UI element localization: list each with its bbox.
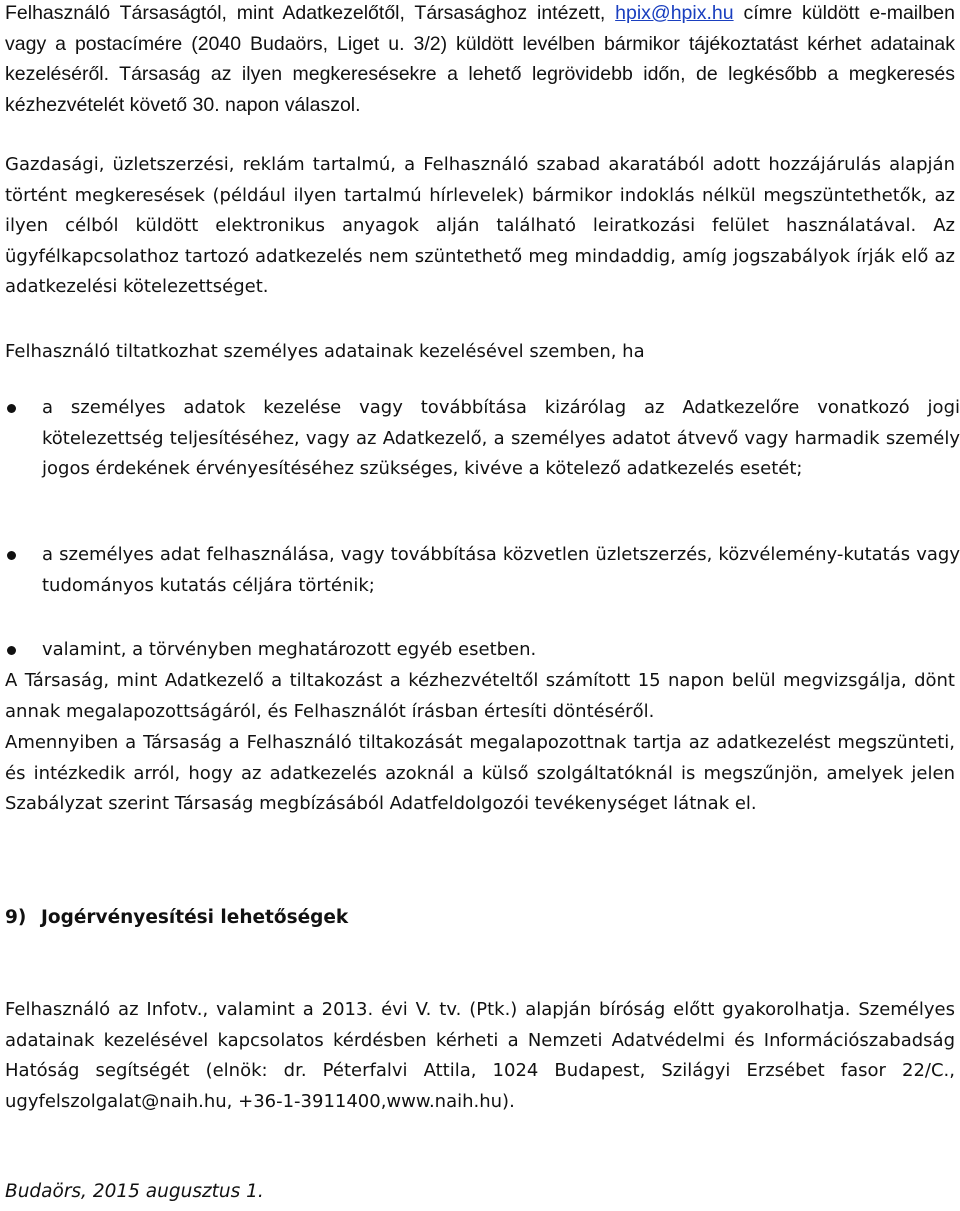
section-heading [5, 907, 348, 928]
enforcement-paragraph: Felhasználó az Infotv., valamint a 2013. évi V. tv. (Ptk.) alapján bíróság előtt gyakorolhatja. Személyes adatainak kezelésével kapcsolatos kérdésben kérheti a Nemzeti Adatvédelmi és Információszabadság Hatóság segítségét (elnök: dr. Péterfalvi Attila, 1024 Budapest, Szilágyi Erzsébet fasor 22/C., ugyfelszolgalat@naih.hu, +36-1-3911400,www.naih.hu). [5, 999, 955, 1112]
bullet-dot-icon [7, 404, 16, 413]
review-paragraph: A Társaság, mint Adatkezelő a tiltakozást a kézhezvételtől számított 15 napon belül megvizsgálja, dönt annak megalapozottságáról, és Felhasználót írásban értesíti döntéséről. [5, 670, 955, 722]
bullet-text: valamint, a törvényben meghatározott egyéb esetben. [42, 639, 537, 660]
outcome-paragraph: Amennyiben a Társaság a Felhasználó tiltakozását megalapozottnak tartja az adatkezelést megszünteti, és intézkedik arról, hogy az adatkezelés azoknál a külső szolgáltatóknál is megszűnjön, amelyek jelen Szabályzat szerint Társaság megbízásából Adatfeldolgozói tevékenységet látnak el. [5, 732, 955, 814]
objection-intro-paragraph: Felhasználó tiltatkozhat személyes adatainak kezelésével szemben, ha [5, 341, 645, 362]
section-title: Jogérvényesítési lehetőségek [41, 907, 349, 928]
email-link[interactable]: hpix@hpix.hu [615, 2, 734, 24]
intro-paragraph [5, 0, 955, 120]
bullet-text: a személyes adatok kezelése vagy továbbítása kizárólag az Adatkezelőre vonatkozó jogi kötelezettség teljesítéséhez, vagy az Adatkezelő, a személyes adatot átvevő vagy harmadik személy jogos érdekének érvényesítéséhez szükséges, kivéve a kötelező adatkezelés esetét; [42, 397, 960, 479]
bullet-dot-icon [7, 646, 16, 655]
intro-text-before-link: Felhasználó Társaságtól, mint Adatkezelőtől, Társasághoz intézett, [5, 2, 606, 24]
bullet-dot-icon [7, 551, 16, 560]
intro-text-after-link: címre küldött e-mailben vagy a postacímére (2040 Budaörs, Liget u. 3/2) küldött levélben bármikor tájékoztatást kérhet adatainak kezeléséről. Társaság az ilyen megkeresésekre a lehető legrövidebb időn, de legkésőbb a megkeresés kézhezvételét követő 30. napon válaszol. [5, 2, 955, 116]
section-number: 9) [5, 907, 27, 928]
marketing-paragraph: Gazdasági, üzletszerzési, reklám tartalmú, a Felhasználó szabad akaratából adott hozzájárulás alapján történt megkeresések (például ilyen tartalmú hírlevelek) bármikor indoklás nélkül megszüntethetők, az ilyen célból küldött elektronikus anyagok alján található leiratkozási felület használatával. Az ügyfélkapcsolathoz tartozó adatkezelés nem szüntethető meg mindaddig, amíg jogszabályok írják elő az adatkezelési kötelezettséget. [5, 154, 955, 297]
signature-line: Budaörs, 2015 augusztus 1. [5, 1181, 264, 1202]
bullet-text: a személyes adat felhasználása, vagy továbbítása közvetlen üzletszerzés, közvélemény-kutatás vagy tudományos kutatás céljára történik; [42, 544, 960, 596]
